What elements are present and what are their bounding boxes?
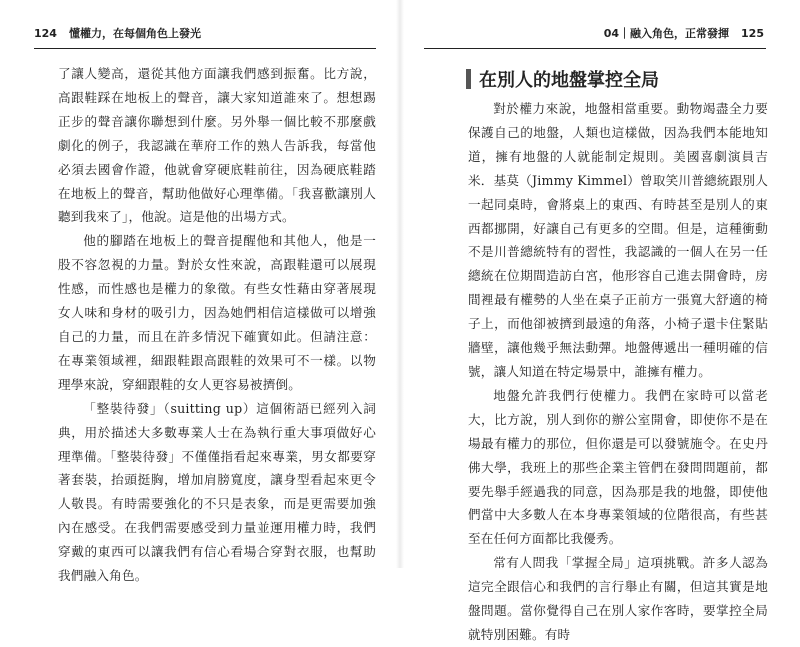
left-page bbox=[0, 0, 400, 584]
right-running-title: 04｜融入角色，正常發揮 bbox=[603, 27, 730, 40]
right-page-number: 125 bbox=[741, 26, 764, 40]
left-paragraph: 「整裝待發」（suitting up）這個術語已經列入詞典，用於描述大多數專業人士在為執行重大事項做好心理準備。「整裝待發」不僅僅指看起來專業，男女都要穿著套裝，抬頭挺胸，增加肩膀寬度，讓身型看起來更令人敬畏。有時需要強化的不只是表象，而是更需要加強內在感受。在我們需要感受到力量並運用權力時，我們穿戴的東西可以讓我們有信心看場合穿對衣服，也幫助我們融入角色。 bbox=[58, 400, 376, 584]
right-paragraph: 常有人問我「掌握全局」這項挑戰。許多人認為這完全跟信心和我們的言行舉止有關，但這其實是地盤問題。當你覺得自己在別人家作客時，要掌控全局就特別困難。有時 bbox=[468, 555, 768, 642]
right-header-rule bbox=[424, 48, 766, 49]
right-paragraph: 對於權力來說，地盤相當重要。動物竭盡全力要保護自己的地盤，人類也這樣做，因為我們本能地知道，擁有地盤的人就能制定規則。美國喜劇演員吉米．基莫（Jimmy Kimmel）曾取笑川普總統跟別人一起同桌時，會將桌上的東西、有時甚至是別人的東西都挪開，好讓自己有更多的空間。但是，這種衝動不是川普總統特有的習性，我認識的一個人在另一任總統在位期間造訪白宮，他形容自己進去開會時，房間裡最有權勢的人坐在桌子正前方一張寬大舒適的椅子上，而他卻被擠到最遠的角落，小椅子還卡住緊貼牆壁，讓他幾乎無法動彈。地盤傳遞出一種明確的信號，讓人知道在特定場景中，誰擁有權力。 bbox=[468, 101, 768, 379]
section-heading bbox=[466, 66, 659, 92]
right-page bbox=[400, 0, 800, 642]
left-body-text bbox=[58, 62, 376, 588]
right-running-head bbox=[604, 24, 764, 42]
left-running-head bbox=[34, 24, 201, 42]
left-paragraph: 了讓人變高，還從其他方面讓我們感到振奮。比方說，高跟鞋踩在地板上的聲音，讓大家知道誰來了。想想踢正步的聲音讓你聯想到什麼。另外舉一個比較不那麼戲劇化的例子，我認識在華府工作的熟人告訴我，每當他必須去國會作證，他就會穿硬底鞋前往，因為硬底鞋踏在地板上的聲音，幫助他做好心理準備。「我喜歡讓別人聽到我來了」，他說。這是他的出場方式。 bbox=[58, 66, 376, 225]
right-paragraph: 地盤允許我們行使權力。我們在家時可以當老大，比方說，別人到你的辦公室開會，即使你不是在場最有權力的那位，但你還是可以發號施令。在史丹佛大學，我班上的那些企業主管們在發問問題前，都要先舉手經過我的同意，因為那是我的地盤，即使他們當中大多數人在本身專業領域的位階很高，有些甚至在任何方面都比我優秀。 bbox=[468, 387, 768, 547]
left-running-title: 懂權力，在每個角色上發光 bbox=[68, 27, 201, 40]
left-page-number: 124 bbox=[34, 26, 57, 40]
right-body-text bbox=[468, 97, 768, 647]
left-paragraph: 他的腳踏在地板上的聲音提醒他和其他人，他是一股不容忽視的力量。對於女性來說，高跟鞋還可以展現性感，而性感也是權力的象徵。有些女性藉由穿著展現女人味和身材的吸引力，因為她們相信這樣做可以增強自己的力量，而且在許多情況下確實如此。但請注意：在專業領域裡，細跟鞋跟高跟鞋的效果可不一樣。以物理學來說，穿細跟鞋的女人更容易被擠倒。 bbox=[58, 233, 376, 392]
section-heading-text: 在別人的地盤掌控全局 bbox=[479, 70, 659, 91]
left-header-rule bbox=[34, 48, 376, 49]
heading-bar-icon bbox=[466, 69, 471, 89]
